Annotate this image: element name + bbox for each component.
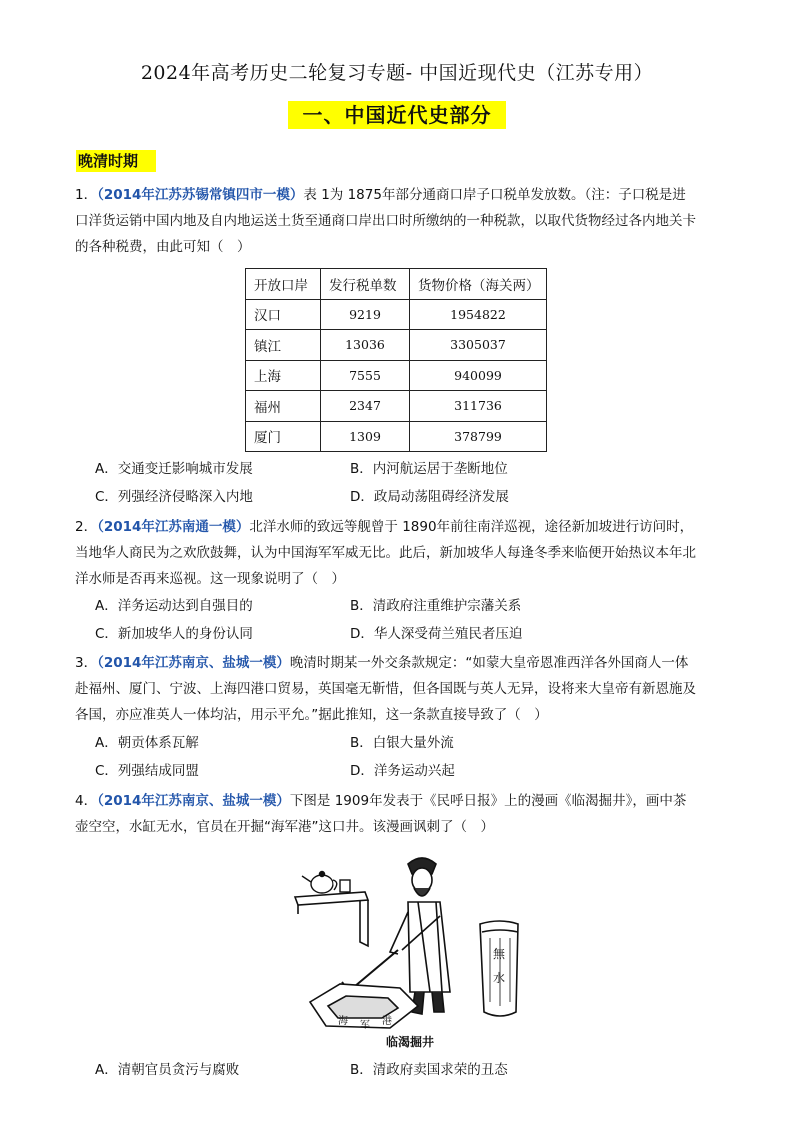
options-row bbox=[95, 484, 695, 510]
options-row bbox=[95, 456, 695, 482]
teapot-icon bbox=[302, 872, 350, 894]
question-text: 当地华人商民为之欢欣鼓舞，认为中国海军军威无比。此后，新加坡华人每逢冬季来临便开始热议本年北 bbox=[75, 545, 696, 561]
table-cell: 1954822 bbox=[410, 299, 547, 330]
question-text: 赴福州、厦门、宁波、上海四港口贸易，英国毫无靳惜，但各国既与英人无异，设将来大皇帝有新恩施及 bbox=[75, 681, 696, 697]
subsection-heading: 晚清时期 bbox=[76, 150, 156, 172]
tax-table bbox=[245, 268, 547, 452]
table-cell: 镇江 bbox=[246, 330, 321, 361]
table-row bbox=[246, 299, 547, 330]
table-header-row bbox=[246, 269, 547, 300]
table-cell: 3305037 bbox=[410, 330, 547, 361]
options-row bbox=[95, 730, 695, 756]
question-text: 口洋货运销中国内地及自内地运送土货至通商口岸出口时所缴纳的一种税款，以取代货物经过各内地关卡 bbox=[75, 213, 696, 229]
question-4 bbox=[75, 788, 723, 840]
table-cell: 上海 bbox=[246, 360, 321, 391]
well bbox=[310, 984, 418, 1031]
table-cell: 940099 bbox=[410, 360, 547, 391]
water-jar bbox=[480, 921, 518, 1016]
option-a[interactable]: A．洋务运动达到自强目的 bbox=[95, 598, 253, 614]
question-3 bbox=[75, 650, 723, 728]
table-cell: 7555 bbox=[321, 360, 410, 391]
option-b[interactable]: B．清政府卖国求荣的丑态 bbox=[350, 1062, 508, 1078]
question-2 bbox=[75, 514, 723, 592]
question-1 bbox=[75, 182, 723, 260]
question-text: 洋水师是否再来巡视。这一现象说明了（ ） bbox=[75, 571, 345, 587]
question-text: 晚清时期某一外交条款规定：“如蒙大皇帝恩准西洋各外国商人一体 bbox=[289, 655, 689, 671]
table-header: 发行税单数 bbox=[321, 269, 410, 300]
table-cell: 厦门 bbox=[246, 421, 321, 452]
question-text: 下图是 1909年发表于《民呼日报》上的漫画《临渴掘井》，画中茶 bbox=[289, 793, 687, 809]
table-row bbox=[246, 330, 547, 361]
option-c[interactable]: C．列强结成同盟 bbox=[95, 763, 199, 779]
question-source: （2014年江苏南通一模） bbox=[97, 519, 250, 535]
options-row bbox=[95, 593, 695, 619]
options-row bbox=[95, 621, 695, 647]
jar-label: 水 bbox=[493, 971, 506, 985]
question-source: （2014年江苏苏锡常镇四市一模） bbox=[97, 187, 304, 203]
option-a[interactable]: A．清朝官员贪污与腐败 bbox=[95, 1062, 240, 1078]
table-cell: 1309 bbox=[321, 421, 410, 452]
option-b[interactable]: B．清政府注重维护宗藩关系 bbox=[350, 598, 522, 614]
table-cell: 378799 bbox=[410, 421, 547, 452]
table-cell: 9219 bbox=[321, 299, 410, 330]
well-label: 军 bbox=[360, 1020, 370, 1031]
options-row bbox=[95, 758, 695, 784]
table-cell: 2347 bbox=[321, 391, 410, 422]
question-number: 3． bbox=[75, 655, 98, 671]
question-number: 1． bbox=[75, 187, 98, 203]
table-cell: 汉口 bbox=[246, 299, 321, 330]
option-d[interactable]: D．政局动荡阻碍经济发展 bbox=[350, 489, 509, 505]
table-row bbox=[246, 421, 547, 452]
teapot-table bbox=[295, 892, 368, 946]
table-cell: 福州 bbox=[246, 391, 321, 422]
well-label: 港 bbox=[382, 1016, 392, 1027]
question-text: 的各种税费，由此可知（ ） bbox=[75, 239, 251, 255]
cartoon-illustration bbox=[290, 842, 530, 1048]
question-text: 各国，亦应准英人一体均沾，用示平允。”据此推知，这一条款直接导致了（ ） bbox=[75, 707, 548, 723]
option-d[interactable]: D．华人深受荷兰殖民者压迫 bbox=[350, 626, 523, 642]
option-a[interactable]: A．交通变迁影响城市发展 bbox=[95, 461, 253, 477]
question-text: 壶空空，水缸无水，官员在开掘“海军港”这口井。该漫画讽刺了（ ） bbox=[75, 819, 494, 835]
question-number: 2． bbox=[75, 519, 98, 535]
question-text: 北洋水师的致远等舰曾于 1890年前往南洋巡视，途径新加坡进行访问时， bbox=[249, 519, 694, 535]
option-d[interactable]: D．洋务运动兴起 bbox=[350, 763, 455, 779]
option-c[interactable]: C．新加坡华人的身份认同 bbox=[95, 626, 253, 642]
well-label: 海 bbox=[338, 1016, 348, 1027]
section-heading: 一、中国近代史部分 bbox=[288, 101, 506, 129]
document-title: 2024年高考历史二轮复习专题- 中国近现代史（江苏专用） bbox=[140, 62, 654, 84]
question-source: （2014年江苏南京、盐城一模） bbox=[97, 655, 290, 671]
option-b[interactable]: B．内河航运居于垄断地位 bbox=[350, 461, 508, 477]
question-text: 表 1为 1875年部分通商口岸子口税单发放数。（注：子口税是进 bbox=[303, 187, 686, 203]
table-row bbox=[246, 391, 547, 422]
question-source: （2014年江苏南京、盐城一模） bbox=[97, 793, 290, 809]
option-b[interactable]: B．白银大量外流 bbox=[350, 735, 454, 751]
table-cell: 13036 bbox=[321, 330, 410, 361]
table-header: 开放口岸 bbox=[246, 269, 321, 300]
option-c[interactable]: C．列强经济侵略深入内地 bbox=[95, 489, 253, 505]
cartoon-caption: 临渴掘井 bbox=[385, 1035, 434, 1049]
option-a[interactable]: A．朝贡体系瓦解 bbox=[95, 735, 199, 751]
question-number: 4． bbox=[75, 793, 98, 809]
jar-label: 無 bbox=[493, 947, 506, 961]
table-row bbox=[246, 360, 547, 391]
options-row bbox=[95, 1057, 695, 1083]
table-header: 货物价格（海关两） bbox=[410, 269, 547, 300]
table-cell: 311736 bbox=[410, 391, 547, 422]
